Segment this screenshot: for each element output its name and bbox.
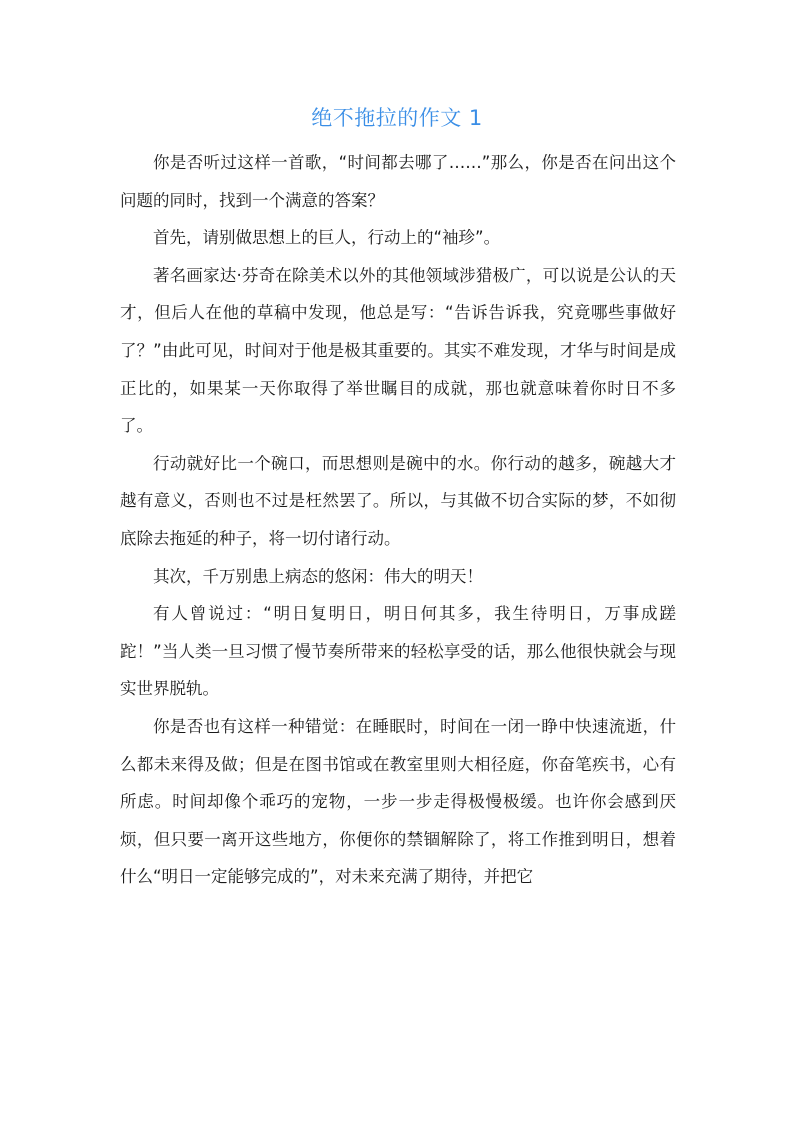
paragraph-1: 你是否听过这样一首歌，“时间都去哪了……”那么，你是否在问出这个问题的同时，找到一个满意的答案？ <box>120 153 676 210</box>
paragraph-2: 首先，请别做思想上的巨人，行动上的“袖珍”。 <box>153 228 501 248</box>
document-title: 绝不拖拉的作文 1 <box>311 106 483 130</box>
document-body <box>120 144 676 896</box>
paragraph-3: 著名画家达·芬奇在除美术以外的其他领域涉猎极广，可以说是公认的天才，但后人在他的草稿中发现，他总是写：“告诉告诉我，究竟哪些事做好了？”由此可见，时间对于他是极其重要的。其实不难发现，才华与时间是成正比的，如果某一天你取得了举世瞩目的成就，那也就意味着你时日不多了。 <box>120 265 676 436</box>
paragraph-4: 行动就好比一个碗口，而思想则是碗中的水。你行动的越多，碗越大才越有意义，否则也不过是枉然罢了。所以，与其做不切合实际的梦，不如彻底除去拖延的种子，将一切付诸行动。 <box>120 453 676 548</box>
paragraph-5: 其次，千万别患上病态的悠闲：伟大的明天！ <box>153 566 483 586</box>
paragraph-6: 有人曾说过：“明日复明日，明日何其多，我生待明日，万事成蹉跎！”当人类一旦习惯了慢节奏所带来的轻松享受的话，那么他很快就会与现实世界脱轨。 <box>120 604 676 699</box>
paragraph-7: 你是否也有这样一种错觉：在睡眠时，时间在一闭一睁中快速流逝，什么都未来得及做；但是在图书馆或在教室里则大相径庭，你奋笔疾书，心有所虑。时间却像个乖巧的宠物，一步一步走得极慢极缓。也许你会感到厌烦，但只要一离开这些地方，你便你的禁锢解除了，将工作推到明日，想着什么“明日一定能够完成的”，对未来充满了期待，并把它 <box>120 716 676 887</box>
